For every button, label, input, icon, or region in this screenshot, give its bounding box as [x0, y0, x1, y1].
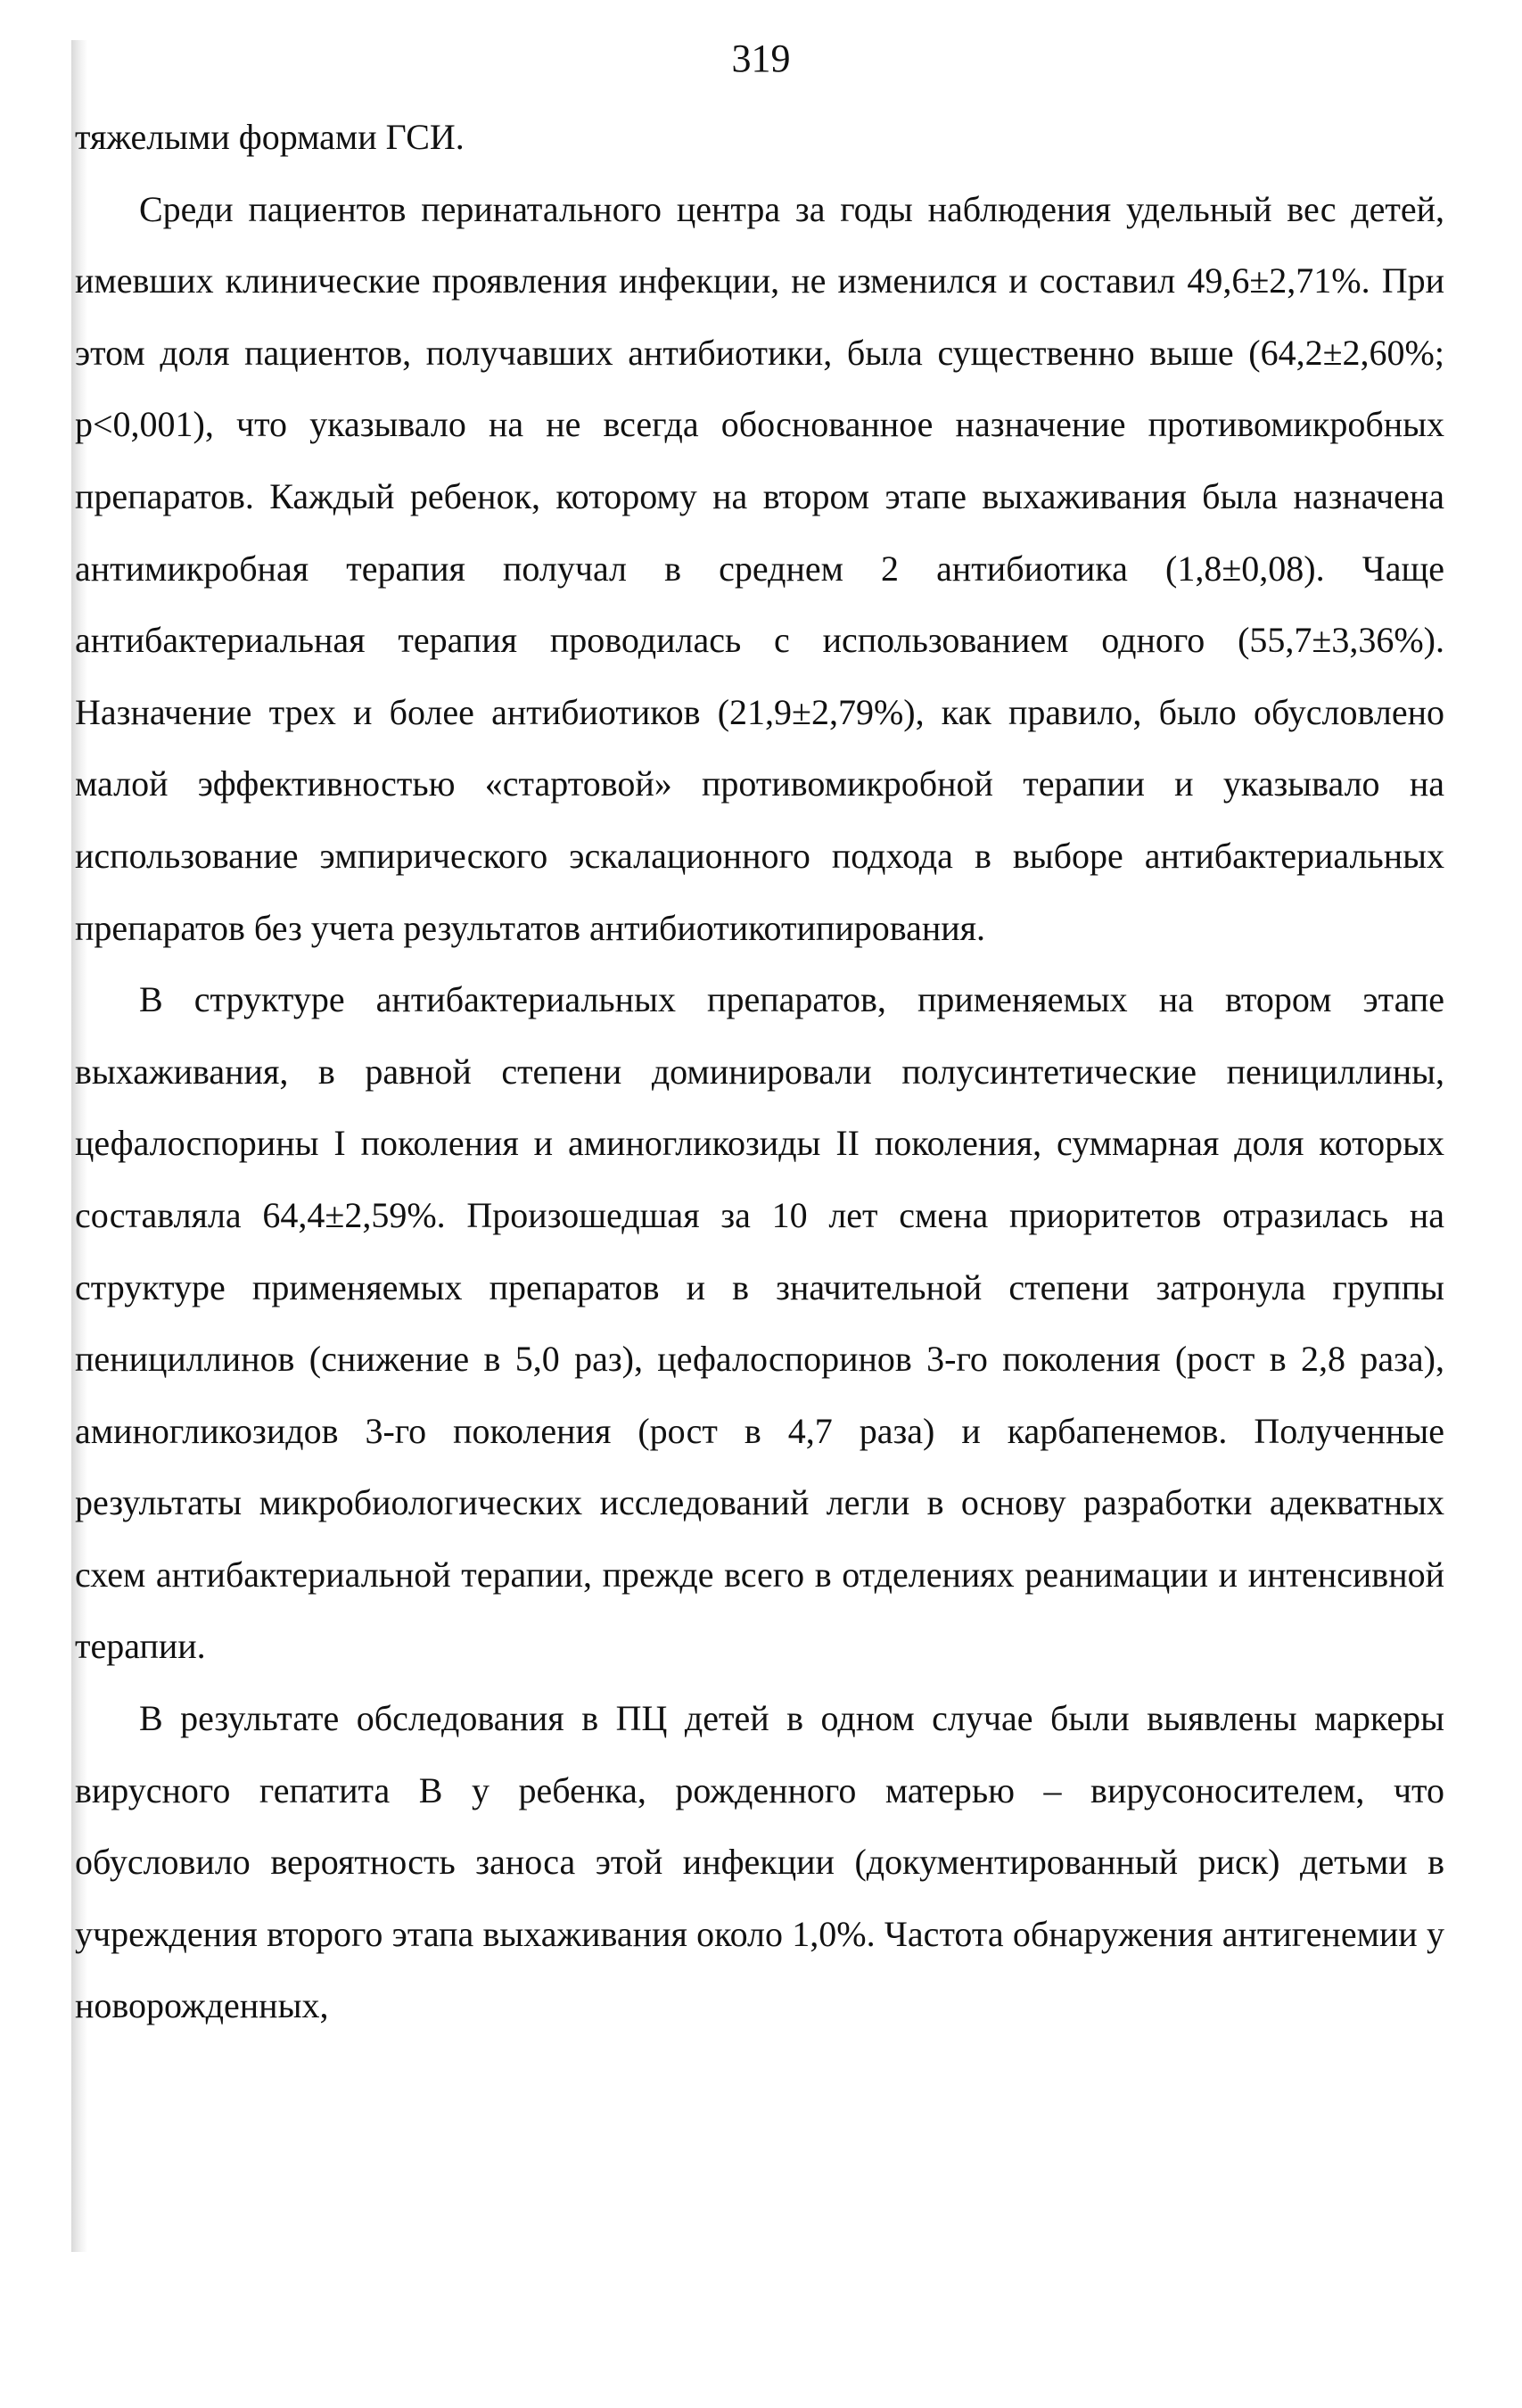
paragraph: В структуре антибактериальных препаратов, применяемых на втором этапе выхаживания, в равной степени доминировали полусинтетические пенициллины, цефалоспорины I поколения и аминогликозиды II поколения, суммарная доля которых составляла 64,4±2,59%. Произошедшая за 10 лет смена приоритетов отразилась на структуре применяемых препаратов и в значительной степени затронула группы пенициллинов (снижение в 5,0 раз), цефалоспоринов 3-го поколения (рост в 2,8 раза), аминогликозидов 3-го поколения (рост в 4,7 раза) и карбапенемов. Полученные результаты микробиологических исследований легли в основу разработки адекватных схем антибактериальной терапии, прежде всего в отделениях реанимации и интенсивной терапии.: [75, 979, 1444, 1667]
paragraph: Среди пациентов перинатального центра за годы наблюдения удельный вес детей, имевших клинические проявления инфекции, не изменился и составил 49,6±2,71%. При этом доля пациентов, получавших антибиотики, была существенно выше (64,2±2,60%; p<0,001), что указывало на не всегда обоснованное назначение противомикробных препаратов. Каждый ребенок, которому на втором этапе выхаживания была назначена антимикробная терапия получал в среднем 2 антибиотика (1,8±0,08). Чаще антибактериальная терапия проводилась с использованием одного (55,7±3,36%). Назначение трех и более антибиотиков (21,9±2,79%), как правило, было обусловлено малой эффективностью «стартовой» противомикробной терапии и указывало на использование эмпирического эскалационного подхода в выборе антибактериальных препаратов без учета результатов антибиотикотипирования.: [75, 188, 1444, 948]
paragraph-continuation: тяжелыми формами ГСИ.: [75, 117, 465, 157]
paragraph: В результате обследования в ПЦ детей в одном случае были выявлены маркеры вирусного гепатита В у ребенка, рожденного матерью – вирусоносителем, что обусловило вероятность заноса этой инфекции (документированный риск) детьми в учреждения второго этапа выхаживания около 1,0%. Частота обнаружения антигенемии у новорожденных,: [75, 1698, 1444, 2026]
document-body: [75, 102, 1444, 2042]
page-number: 319: [731, 37, 791, 80]
